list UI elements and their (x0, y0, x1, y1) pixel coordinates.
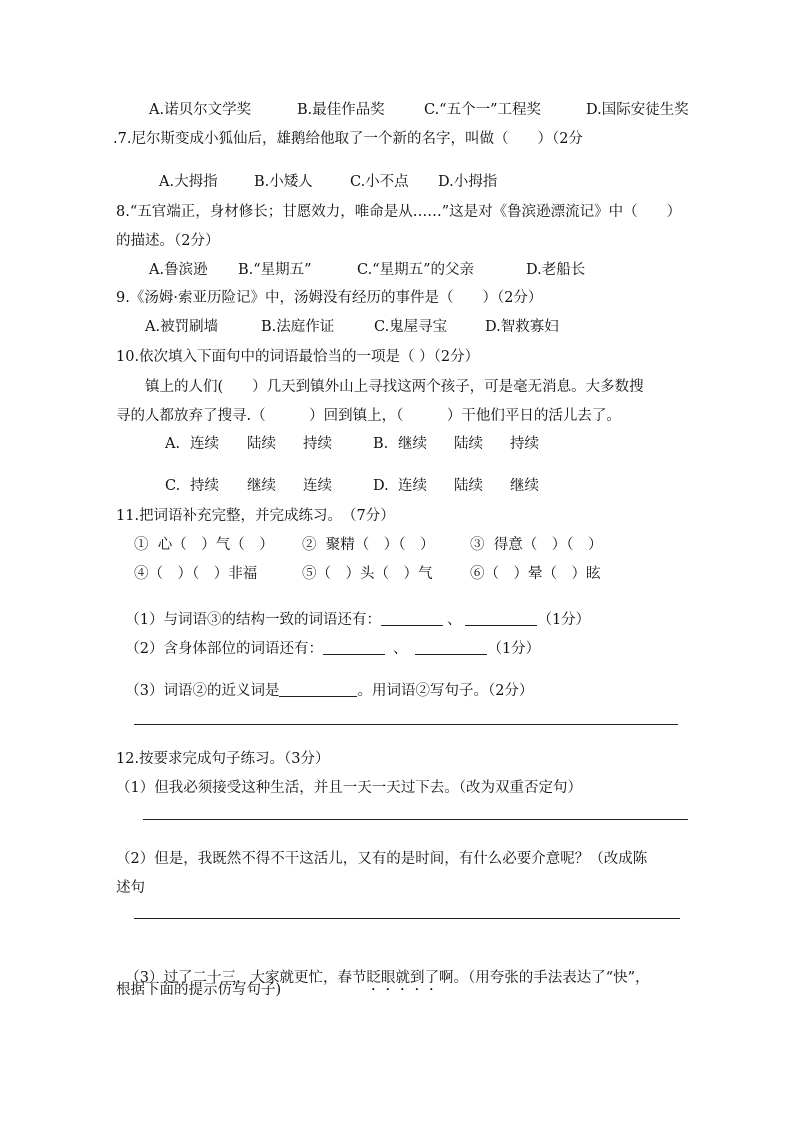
q10-option-a-word1: 连续 (190, 436, 219, 452)
q11-sub1-text: （1）与词语③的结构一致的词语还有： (125, 611, 381, 628)
q11-sub2-separator: 、 (392, 640, 408, 657)
q11-sub1 (116, 596, 590, 627)
q10-option-c-word2: 继续 (247, 478, 276, 494)
q11-sub3-blank[interactable] (279, 682, 357, 697)
q8-option-c: C.“星期五”的父亲 (357, 262, 475, 278)
q6-option-d: D.国际安徒生奖 (586, 102, 689, 118)
q10-option-b-word3: 持续 (510, 436, 539, 452)
q11-sub3-answer-line[interactable] (134, 724, 678, 725)
q12-sub2-line2: 述句 (116, 880, 145, 896)
q11-word-4: ④（ ）（ ）非福 (134, 566, 258, 582)
q6-option-b: B.最佳作品奖 (297, 102, 385, 118)
q11-sub1-separator: 、 (446, 611, 462, 628)
q9-option-d: D.智救寡妇 (485, 319, 559, 335)
q9-option-b: B.法庭作证 (261, 319, 335, 335)
q10-option-d-letter: D. (373, 478, 389, 494)
q11-sub1-blank-2[interactable] (465, 611, 537, 626)
q12-sub3-line2: 根据下面的提示仿写句子) (116, 982, 282, 998)
q6-option-c: C.“五个一”工程奖 (424, 102, 542, 118)
q10-option-c-word3: 连续 (303, 478, 332, 494)
q10-option-b-word2: 陆续 (454, 436, 483, 452)
q11-sub2 (116, 625, 540, 656)
q12-stem: 12.按要求完成句子练习。（3分） (116, 751, 330, 767)
q11-sub1-score: （1分） (537, 611, 591, 628)
q10-passage-line2: 寻的人都放弃了搜寻.（ ）回到镇上，（ ）干他们平日的活儿去了。 (116, 408, 621, 424)
q10-option-a-word2: 陆续 (247, 436, 276, 452)
q11-word-2: ② 聚精（ ）（ ） (302, 537, 435, 553)
q7-option-d: D.小拇指 (438, 174, 498, 190)
q10-stem: 10.依次填入下面句中的词语最恰当的一项是（ ）（2分） (116, 349, 480, 365)
q8-option-d: D.老船长 (526, 262, 586, 278)
q8-option-b: B.“星期五” (238, 262, 312, 278)
q11-sub2-blank-1[interactable] (323, 640, 385, 655)
q10-option-a-word3: 持续 (303, 436, 332, 452)
q10-option-d-word2: 陆续 (454, 478, 483, 494)
q10-option-c-letter: C. (165, 478, 181, 494)
q10-option-d-word3: 继续 (510, 478, 539, 494)
q6-option-a: A.诺贝尔文学奖 (149, 102, 252, 118)
q11-word-6: ⑥（ ）晕（ ）眩 (470, 566, 601, 582)
q11-word-5: ⑤（ ）头（ ）气 (302, 566, 433, 582)
q11-word-3: ③ 得意（ ）（ ） (470, 537, 603, 553)
q12-sub3-emphasized-phrase: 眨眼就到了 (366, 969, 439, 986)
q11-sub2-score: （1分） (487, 640, 541, 657)
q8-stem-line2: 的描述。（2分） (116, 233, 220, 249)
q11-sub1-blank-1[interactable] (381, 611, 443, 626)
q9-option-c: C.鬼屋寻宝 (374, 319, 448, 335)
q10-option-b-letter: B. (373, 436, 389, 452)
q11-sub3 (116, 667, 533, 698)
q10-option-a-letter: A. (165, 436, 181, 452)
q8-option-a: A.鲁滨逊 (149, 262, 208, 278)
q11-sub2-blank-2[interactable] (415, 640, 487, 655)
q12-sub2-answer-line[interactable] (134, 918, 680, 919)
q12-sub3-prefix: （3）过了二十三，大家就更忙，春节 (125, 969, 367, 986)
q12-sub1-answer-line[interactable] (143, 819, 688, 820)
q11-sub3-text: （3）词语②的近义词是 (125, 682, 280, 699)
q7-stem: .7.尼尔斯变成小狐仙后，雄鹅给他取了一个新的名字，叫做（ ）（2分 (113, 131, 583, 147)
q12-sub2-line1: （2）但是，我既然不得不干这活儿，又有的是时间，有什么必要介意呢？（改成陈 (116, 851, 648, 867)
q11-stem: 11.把词语补充完整，并完成练习。 （7分） (116, 508, 395, 524)
q10-passage-line1: 镇上的人们( ）几天到镇外山上寻找这两个孩子，可是毫无消息。大多数搜 (145, 379, 644, 395)
q10-option-c-word1: 持续 (190, 478, 219, 494)
q10-option-d-word1: 连续 (398, 478, 427, 494)
q8-stem-line1: 8.“五官端正，身材修长；甘愿效力，唯命是从……”这是对《鲁滨逊漂流记》中（ ） (116, 204, 682, 220)
q11-sub3-rest: 。用词语②写句子。（2分） (357, 682, 534, 699)
q11-word-1: ① 心（ ）气（ ） (134, 537, 274, 553)
q9-stem: 9.《汤姆·索亚历险记》中，汤姆没有经历的事件是（ ）（2分） (116, 290, 543, 306)
q9-option-a: A.被罚刷墙 (145, 319, 219, 335)
q12-sub1: （1）但我必须接受这种生活，并且一天一天过下去。（改为双重否定句） (116, 780, 582, 796)
q7-option-a: A.大拇指 (159, 174, 218, 190)
q7-option-c: C.小不点 (350, 174, 409, 190)
q12-sub3-suffix: 啊。（用夸张的手法表达了“快”， (438, 969, 650, 986)
q7-option-b: B.小矮人 (254, 174, 313, 190)
q10-option-b-word1: 继续 (398, 436, 427, 452)
q11-sub2-text: （2）含身体部位的词语还有： (125, 640, 323, 657)
